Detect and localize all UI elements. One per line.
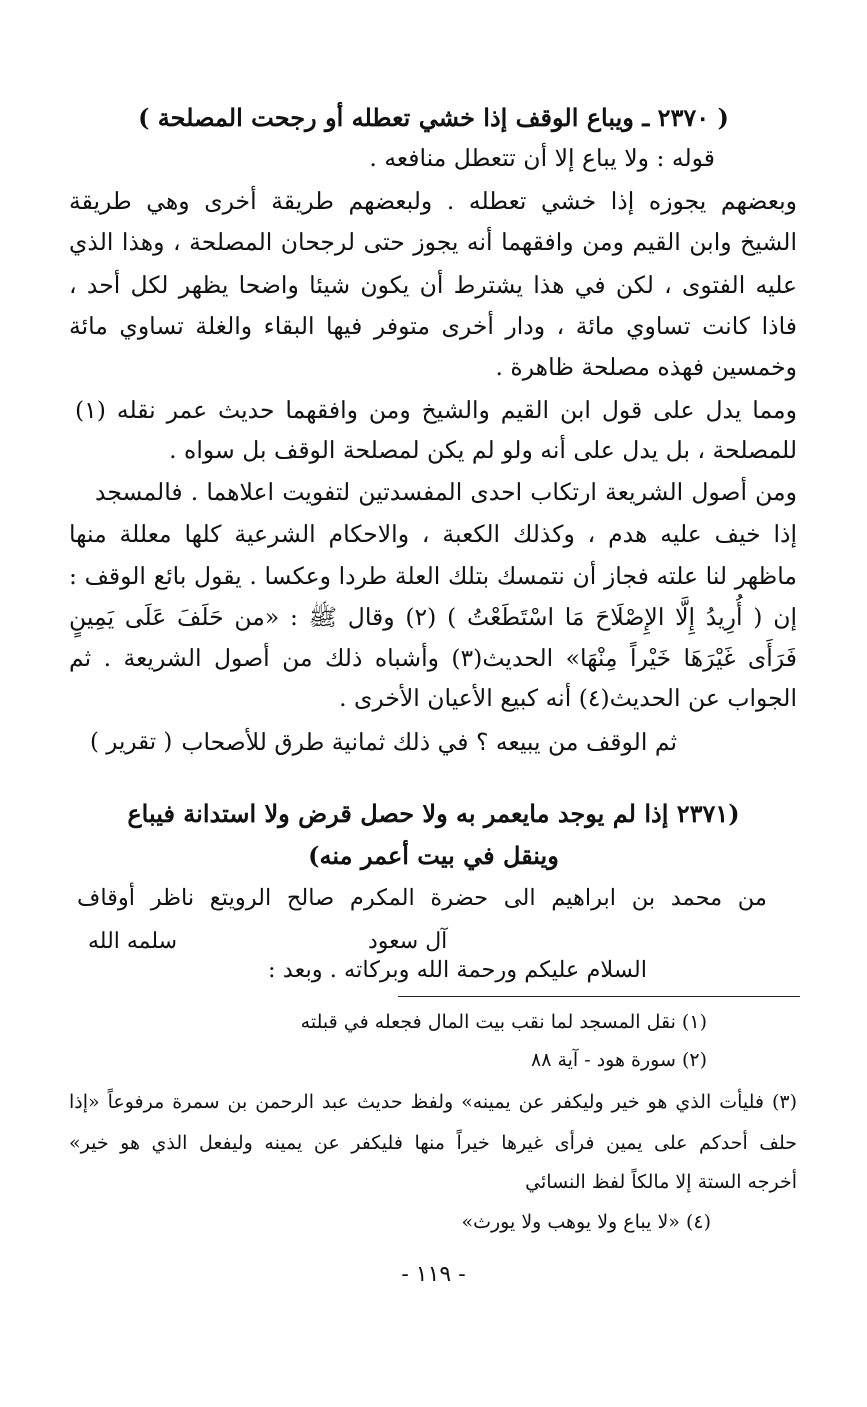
footnote: (١) نقل المسجد لما نقب بيت المال فجعله في قبلته xyxy=(300,1011,707,1033)
text-line: فَرَأَى غَيْرَهَا خَيْراً مِنْهَا» الحديث(٣) وأشباه ذلك من أصول الشريعة . ثم xyxy=(69,644,797,672)
text-line: وبعضهم يجوزه إذا خشي تعطله . ولبعضهم طريقة أخرى وهي طريقة xyxy=(69,187,797,215)
text-line: قوله : ولا يباع إلا أن تتعطل منافعه . xyxy=(369,144,715,172)
footnote: أخرجه الستة إلا مالكاً لفظ النسائي xyxy=(525,1171,797,1193)
taqrir-note: ( تقرير ) xyxy=(90,729,173,755)
text-line: ومن أصول الشريعة ارتكاب احدى المفسدتين لتفويت اعلاهما . فالمسجد xyxy=(95,478,797,506)
text-line: الشيخ وابن القيم ومن وافقهما أنه يجوز حتى لرجحان المصلحة ، وهذا الذي xyxy=(69,228,797,256)
footnote: (٣) فليأت الذي هو خير وليكفر عن يمينه» ولفظ حديث عبد الرحمن بن سمرة مرفوعاً «إذا xyxy=(69,1091,797,1113)
letter-line: من محمد بن ابراهيم الى حضرة المكرم صالح الرويتع ناظر أوقاف xyxy=(77,885,767,911)
page-number: - ١١٩ - xyxy=(401,1262,466,1287)
text-line: إذا خيف عليه هدم ، وكذلك الكعبة ، والاحكام الشرعية كلها معللة منها xyxy=(69,520,797,548)
text-line: إن ( أُرِيدُ إِلَّا الإِصْلَاحَ مَا اسْتَطَعْتُ ) (٢) وقال ﷺ : «من حَلَفَ عَلَى يَمِينٍ xyxy=(69,603,797,631)
text-line: عليه الفتوى ، لكن في هذا يشترط أن يكون شيئا واضحا يظهر لكل أحد ، xyxy=(69,271,797,299)
letter-family: آل سعود xyxy=(368,929,448,954)
letter-sign: سلمه الله xyxy=(88,929,178,954)
text-line: ماظهر لنا علته فجاز أن نتمسك بتلك العلة طردا وعكسا . يقول بائع الوقف : xyxy=(69,562,797,590)
section-heading-2371-line1: (٢٣٧١ إذا لم يوجد مايعمر به ولا حصل قرض ولا استدانة فيباع xyxy=(127,799,740,828)
text-line: للمصلحة ، بل يدل على أنه ولو لم يكن لمصلحة الوقف بل سواه . xyxy=(169,436,797,464)
section-heading-2370: ( ٢٣٧٠ ـ ويباع الوقف إذا خشي تعطله أو رجحت المصلحة ) xyxy=(138,103,729,132)
footnote-separator xyxy=(398,996,800,997)
text-line: ثم الوقف من يبيعه ؟ في ذلك ثمانية طرق للأصحاب xyxy=(181,728,677,756)
text-line: ومما يدل على قول ابن القيم والشيخ ومن وافقهما حديث عمر نقله (١) xyxy=(75,396,797,424)
text-line: فاذا كانت تساوي مائة ، ودار أخرى متوفر فيها البقاء والغلة تساوي مائة xyxy=(69,312,797,340)
footnote: (٤) «لا يباع ولا يوهب ولا يورث» xyxy=(461,1211,711,1233)
text-line: وخمسين فهذه مصلحة ظاهرة . xyxy=(495,353,797,381)
section-heading-2371-line2: وينقل في بيت أعمر منه) xyxy=(308,841,559,870)
text-line: الجواب عن الحديث(٤) أنه كبيع الأعيان الأخرى . xyxy=(339,684,797,712)
footnote: (٢) سورة هود - آية ٨٨ xyxy=(530,1049,707,1071)
letter-greeting: السلام عليكم ورحمة الله وبركاته . وبعد : xyxy=(268,957,647,983)
footnote: حلف أحدكم على يمين فرأى غيرها خيراً منها فليكفر عن يمينه وليفعل الذي هو خير» xyxy=(69,1132,797,1154)
